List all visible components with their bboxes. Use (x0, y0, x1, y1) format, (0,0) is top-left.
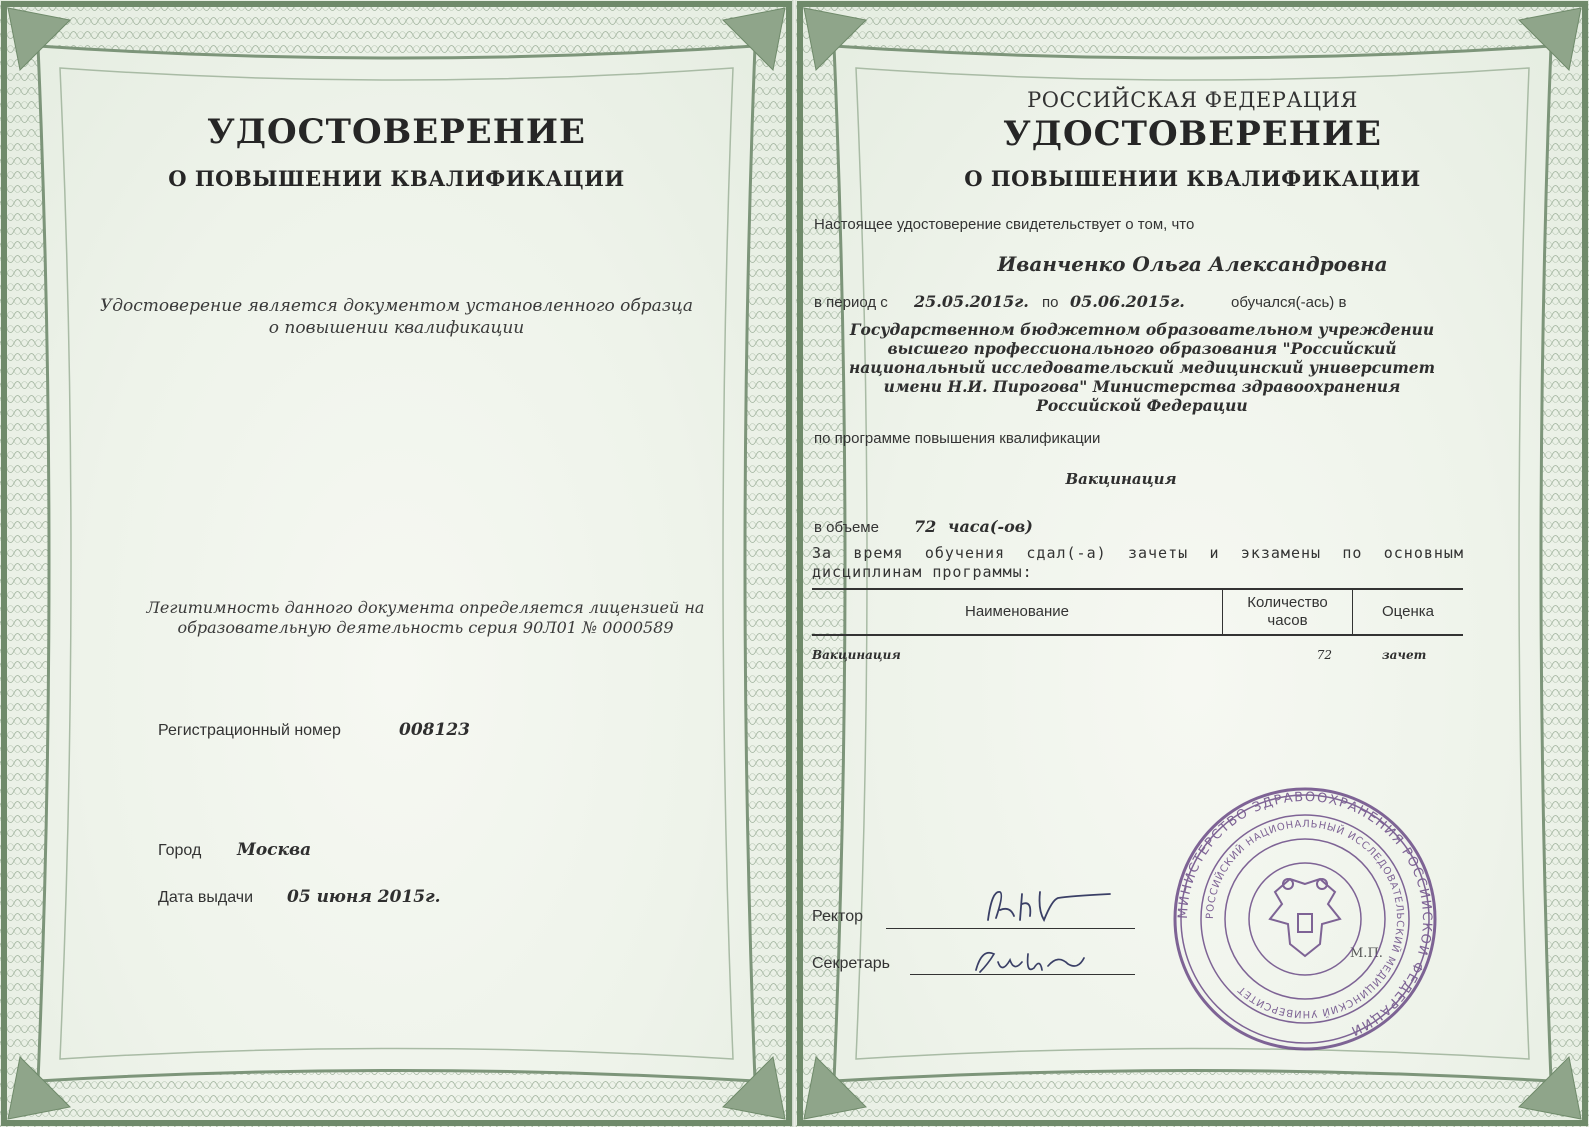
period-mid: по (1042, 294, 1059, 311)
svg-text:МИНИСТЕРСТВО ЗДРАВООХРАНЕНИЯ Р: МИНИСТЕРСТВО ЗДРАВООХРАНЕНИЯ РОССИЙСКОЙ ФЕДЕРАЦИИ (1175, 789, 1435, 1039)
double-headed-eagle-icon (1270, 879, 1340, 956)
secretary-signature-icon (968, 940, 1088, 982)
col-hours-header (1223, 590, 1352, 634)
legitimacy-line1: Легитимность данного документа определяется лицензией на (146, 598, 705, 617)
legitimacy-line2: образовательную деятельность серия 90Л01 № 0000589 (177, 618, 674, 637)
col-name-header: Наименование (965, 603, 1069, 620)
rector-label: Ректор (812, 908, 863, 925)
left-subtitle: О ПОВЫШЕНИИ КВАЛИФИКАЦИИ (168, 166, 625, 191)
reg-number-value: 008123 (399, 720, 470, 740)
rector-signature-icon (970, 880, 1120, 930)
issue-date-label: Дата выдачи (158, 889, 254, 906)
table-header (812, 588, 1463, 636)
issue-date-value: 05 июня 2015г. (287, 887, 441, 907)
reg-number-label: Регистрационный номер (158, 722, 341, 739)
right-subtitle: О ПОВЫШЕНИИ КВАЛИФИКАЦИИ (964, 166, 1421, 191)
volume-unit: часа(-ов) (948, 517, 1033, 536)
row-name: Вакцинация (812, 648, 901, 662)
secretary-label: Секретарь (812, 955, 890, 972)
col-grade-header: Оценка (1382, 603, 1434, 620)
exams-line1: За время обучения сдал(-а) зачеты и экзамены по основным (812, 544, 1464, 562)
institution-name (812, 320, 1472, 415)
standard-note-line2: о повышении квалификации (268, 318, 525, 338)
left-title: УДОСТОВЕРЕНИЕ (207, 112, 586, 152)
period-to: 05.06.2015г. (1070, 292, 1185, 311)
institution-line: имени Н.И. Пирогова" Министерства здравоохранения (883, 377, 1401, 396)
right-title: УДОСТОВЕРЕНИЕ (1003, 114, 1382, 154)
country-heading: РОССИЙСКАЯ ФЕДЕРАЦИЯ (1027, 88, 1358, 112)
period-from: 25.05.2015г. (914, 292, 1029, 311)
row-grade: зачет (1382, 648, 1427, 662)
col-hours-header-line2: часов (1267, 612, 1308, 629)
full-name: Иванченко Ольга Александровна (997, 252, 1388, 276)
studied-text: обучался(-ась) в (1231, 294, 1347, 311)
col-hours-header-line1: Количество (1247, 594, 1328, 611)
period-prefix: в период с (814, 294, 888, 311)
institution-line: национальный исследовательский медицинский университет (848, 358, 1436, 377)
mp-label: М.П. (1350, 946, 1383, 961)
program-label: по программе повышения квалификации (814, 430, 1101, 447)
standard-note-line1: Удостоверение является документом установленного образца (99, 296, 694, 316)
city-label: Город (158, 842, 202, 859)
svg-text:РОССИЙСКИЙ НАЦИОНАЛЬНЫЙ ИССЛЕД: РОССИЙСКИЙ НАЦИОНАЛЬНЫЙ ИССЛЕДОВАТЕЛЬСКИЙ МЕДИЦИНСКИЙ УНИВЕРСИТЕТ (1204, 818, 1406, 1020)
certifies-text: Настоящее удостоверение свидетельствует о том, что (814, 216, 1195, 233)
exams-line2: дисциплинам программы: (812, 563, 1033, 581)
institution-line: высшего профессионального образования "Российский (887, 339, 1397, 358)
table-row (812, 646, 1463, 668)
volume-label: в объеме (814, 519, 879, 536)
left-page (0, 0, 793, 1127)
city-value: Москва (237, 840, 312, 860)
official-stamp (1170, 784, 1440, 1054)
institution-line: Государственном бюджетном образовательном учреждении (849, 320, 1435, 339)
program-name: Вакцинация (1065, 470, 1177, 488)
row-hours: 72 (1316, 648, 1332, 662)
volume-value: 72 (914, 517, 937, 536)
institution-line: Российской Федерации (1036, 396, 1248, 415)
